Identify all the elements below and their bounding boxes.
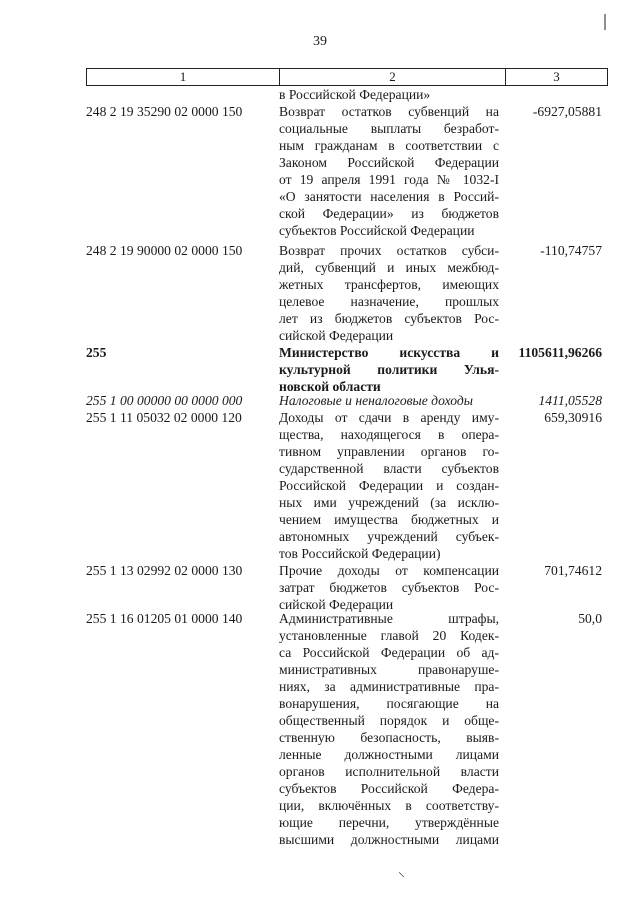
- row-name-line: в Российской Федерации»: [279, 87, 431, 102]
- row-name-line: субъектов Российской Федера-: [279, 781, 499, 796]
- row-name-line: общественный порядок и обще-: [279, 713, 499, 728]
- scan-margin-mark: [604, 14, 606, 30]
- row-name-line: культурной политики Улья-: [279, 362, 499, 377]
- row-name-line: установленные главой 20 Кодек-: [279, 628, 499, 643]
- row-code: 255 1 00 00000 00 0000 000: [86, 393, 243, 408]
- row-name-line: дий, субвенций и иных межбюд-: [279, 260, 499, 275]
- row-name-line: субъектов Российской Федерации: [279, 223, 475, 238]
- row-name-line: Налоговые и неналоговые доходы: [279, 393, 473, 408]
- row-name-line: ным гражданам в соответствии с: [279, 138, 499, 153]
- table-row: [86, 242, 608, 344]
- row-name-line: Министерство искусства и: [279, 345, 499, 360]
- row-name-line: высшими должностными лицами: [279, 832, 499, 847]
- row-name: [279, 392, 499, 409]
- row-name-line: автономных учреждений субъек-: [279, 529, 499, 544]
- row-name-line: са Российской Федерации об ад-: [279, 645, 499, 660]
- row-name-line: целевое назначение, прошлых: [279, 294, 499, 309]
- table-row: [86, 610, 608, 848]
- table-column-header: [86, 68, 608, 86]
- row-name: [279, 344, 499, 395]
- row-name-line: новской области: [279, 379, 381, 394]
- row-amount: -6927,05881: [532, 104, 602, 119]
- row-amount: 50,0: [578, 611, 602, 626]
- row-name-line: Законом Российской Федерации: [279, 155, 499, 170]
- table-row: [86, 562, 608, 613]
- page-number: 39: [313, 34, 327, 49]
- table-row-ministry: [86, 344, 608, 395]
- table-row: [86, 86, 608, 103]
- row-name-line: ющие перечни, утверждённые: [279, 815, 499, 830]
- row-name-line: ской Федерации» из бюджетов: [279, 206, 499, 221]
- row-name: [279, 242, 499, 344]
- row-name-line: чением имущества бюджетных и: [279, 512, 499, 527]
- row-code: 255: [86, 345, 107, 360]
- table-row: [86, 409, 608, 562]
- row-name-line: жетных трансфертов, имеющих: [279, 277, 499, 292]
- row-name-line: Прочие доходы от компенсации: [279, 563, 499, 578]
- column-header-1: 1: [87, 69, 280, 85]
- row-name-line: Российской Федерации и создан-: [279, 478, 499, 493]
- row-name-line: от 19 апреля 1991 года № 1032-I: [279, 172, 499, 187]
- row-name-line: сийской Федерации: [279, 328, 394, 343]
- row-name-line: ленные должностными лицами: [279, 747, 499, 762]
- row-name-line: лет из бюджетов субъектов Рос-: [279, 311, 499, 326]
- row-amount: 659,30916: [544, 410, 602, 425]
- row-amount: 1105611,96266: [518, 345, 602, 360]
- row-code: 248 2 19 90000 02 0000 150: [86, 243, 243, 258]
- row-name-line: ции, включённых в соответству-: [279, 798, 499, 813]
- row-code: [86, 86, 279, 103]
- row-name-line: тов Российской Федерации): [279, 546, 441, 561]
- row-code: 248 2 19 35290 02 0000 150: [86, 104, 243, 119]
- row-name-line: сударственной власти субъектов: [279, 461, 499, 476]
- row-name-line: ных ими учреждений (за исклю-: [279, 495, 499, 510]
- row-name: [279, 610, 499, 848]
- row-code: 255 1 11 05032 02 0000 120: [86, 410, 242, 425]
- row-name: [279, 86, 499, 103]
- table-row-subtotal: [86, 392, 608, 409]
- row-name-line: Возврат прочих остатков субси-: [279, 243, 499, 258]
- row-name: [279, 409, 499, 562]
- row-name-line: щества, находящегося в опера-: [279, 427, 499, 442]
- row-name-line: Возврат остатков субвенций на: [279, 104, 499, 119]
- row-amount: [499, 86, 608, 103]
- row-code: 255 1 16 01205 01 0000 140: [86, 611, 243, 626]
- scan-margin-mark: ⸌: [398, 870, 405, 886]
- column-header-3: 3: [553, 69, 560, 84]
- row-name: [279, 562, 499, 613]
- row-name-line: Административные штрафы,: [279, 611, 499, 626]
- row-name-line: «О занятости населения в Россий-: [279, 189, 499, 204]
- row-name-line: вонарушения, посягающие на: [279, 696, 499, 711]
- row-name: [279, 103, 499, 239]
- row-name-line: органов исполнительной власти: [279, 764, 499, 779]
- row-name-line: Доходы от сдачи в аренду иму-: [279, 410, 499, 425]
- row-code: 255 1 13 02992 02 0000 130: [86, 563, 243, 578]
- row-name-line: ниях, за административные пра-: [279, 679, 499, 694]
- row-name-line: ственную безопасность, выяв-: [279, 730, 499, 745]
- row-name-line: сийской Федерации: [279, 597, 394, 612]
- row-amount: 1411,05528: [538, 393, 602, 408]
- column-header-2: 2: [280, 69, 506, 85]
- row-name-line: затрат бюджетов субъектов Рос-: [279, 580, 499, 595]
- row-amount: 701,74612: [544, 563, 602, 578]
- table-row: [86, 103, 608, 239]
- row-name-line: тивном управлении органов го-: [279, 444, 499, 459]
- row-name-line: министративных правонаруше-: [279, 662, 499, 677]
- row-name-line: социальные выплаты безработ-: [279, 121, 499, 136]
- row-amount: -110,74757: [540, 243, 602, 258]
